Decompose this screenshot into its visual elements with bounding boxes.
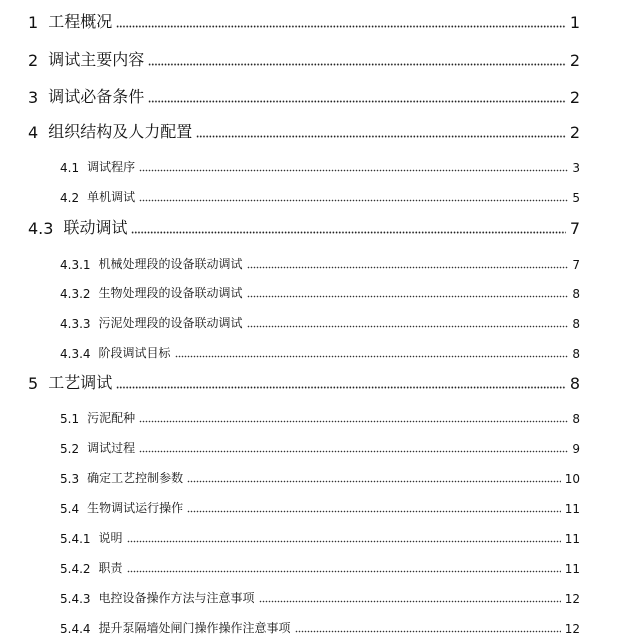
toc-entry-number: 5 (28, 374, 39, 393)
toc-entry-title: 调试必备条件 (48, 87, 145, 106)
toc-entry-number: 5.2 (60, 442, 80, 456)
toc-entry-page: 7 (572, 258, 580, 272)
toc-entry-number: 4.3.3 (60, 317, 91, 331)
toc-entry-title: 电控设备操作方法与注意事项 (98, 591, 255, 605)
toc-entry[interactable] (60, 469, 580, 486)
toc-entry-page: 2 (569, 123, 580, 142)
toc-entry-title: 联动调试 (63, 218, 128, 237)
toc-entry-page: 2 (569, 88, 580, 107)
toc-entry-number: 5.4 (60, 502, 80, 516)
toc-entry-page: 11 (564, 532, 580, 546)
toc-entry[interactable] (60, 314, 580, 331)
dot-leader (247, 295, 569, 298)
toc-entry-page: 9 (572, 442, 580, 456)
dot-leader (116, 25, 566, 28)
toc-entry[interactable] (60, 255, 580, 272)
toc-entry-number: 3 (28, 88, 39, 107)
toc-entry[interactable] (60, 188, 580, 205)
toc-entry[interactable] (60, 559, 580, 576)
toc-entry-title: 调试主要内容 (48, 50, 145, 69)
toc-entry-title: 阶段调试目标 (98, 346, 171, 360)
toc-entry[interactable] (28, 216, 580, 238)
toc-entry-page: 12 (564, 592, 580, 606)
toc-entry-page: 8 (569, 374, 580, 393)
toc-entry-number: 4.3 (28, 219, 54, 238)
toc-entry[interactable] (60, 409, 580, 426)
toc-entry-title: 工程概况 (48, 12, 113, 31)
toc-entry-page: 8 (572, 317, 580, 331)
dot-leader (187, 480, 561, 483)
dot-leader (139, 450, 568, 453)
dot-leader (139, 199, 568, 202)
toc-entry[interactable] (60, 589, 580, 606)
toc-entry-page: 8 (572, 287, 580, 301)
dot-leader (196, 135, 566, 138)
toc-entry-title: 机械处理段的设备联动调试 (98, 257, 243, 271)
toc-entry-page: 1 (569, 13, 580, 32)
dot-leader (148, 63, 566, 66)
toc-entry[interactable] (60, 529, 580, 546)
dot-leader (247, 266, 569, 269)
dot-leader (295, 630, 561, 633)
toc-entry-title: 确定工艺控制参数 (87, 471, 184, 485)
dot-leader (175, 355, 569, 358)
toc-entry-title: 调试过程 (87, 441, 136, 455)
toc-entry-number: 5.4.3 (60, 592, 91, 606)
toc-entry-title: 生物处理段的设备联动调试 (98, 286, 243, 300)
toc-entry-number: 5.1 (60, 412, 80, 426)
toc-entry-page: 3 (572, 161, 580, 175)
toc-entry-number: 5.4.4 (60, 622, 91, 636)
dot-leader (247, 325, 569, 328)
toc-entry-page: 10 (564, 472, 580, 486)
toc-entry[interactable] (60, 439, 580, 456)
toc-entry-page: 11 (564, 502, 580, 516)
toc-entry-title: 生物调试运行操作 (87, 501, 184, 515)
toc-entry[interactable] (28, 371, 580, 393)
dot-leader (127, 540, 561, 543)
dot-leader (259, 600, 561, 603)
toc-entry-number: 2 (28, 51, 39, 70)
toc-entry[interactable] (60, 499, 580, 516)
toc-entry-title: 说明 (98, 531, 123, 545)
toc-entry-number: 5.4.2 (60, 562, 91, 576)
toc-entry-number: 4.3.1 (60, 258, 91, 272)
toc-entry[interactable] (60, 344, 580, 361)
dot-leader (139, 420, 568, 423)
toc-entry[interactable] (28, 48, 580, 70)
toc-entry-title: 工艺调试 (48, 373, 113, 392)
toc-entry-number: 4.1 (60, 161, 80, 175)
dot-leader (187, 510, 561, 513)
dot-leader (131, 231, 565, 234)
toc-entry[interactable] (28, 120, 580, 142)
toc-entry-number: 4.3.2 (60, 287, 91, 301)
toc-entry-page: 2 (569, 51, 580, 70)
dot-leader (139, 169, 568, 172)
toc-entry-page: 7 (569, 219, 580, 238)
toc-entry-page: 5 (572, 191, 580, 205)
dot-leader (116, 386, 566, 389)
toc-entry-title: 单机调试 (87, 190, 136, 204)
toc-entry-number: 5.4.1 (60, 532, 91, 546)
toc-entry-page: 11 (564, 562, 580, 576)
dot-leader (127, 570, 561, 573)
toc-entry-number: 4.3.4 (60, 347, 91, 361)
dot-leader (148, 100, 566, 103)
toc-entry-title: 污泥配种 (87, 411, 136, 425)
toc-entry-page: 12 (564, 622, 580, 636)
toc-entry-title: 污泥处理段的设备联动调试 (98, 316, 243, 330)
toc-entry[interactable] (60, 284, 580, 301)
toc-entry-number: 4 (28, 123, 39, 142)
toc-entry-title: 调试程序 (87, 160, 136, 174)
toc-entry-title: 组织结构及人力配置 (48, 122, 193, 141)
toc-entry-number: 1 (28, 13, 39, 32)
toc-entry[interactable] (28, 85, 580, 107)
toc-entry-page: 8 (572, 347, 580, 361)
toc-entry-title: 提升泵隔墙处闸门操作操作注意事项 (98, 621, 291, 635)
toc-entry-number: 5.3 (60, 472, 80, 486)
toc-entry-title: 职责 (98, 561, 123, 575)
toc-entry[interactable] (60, 158, 580, 175)
toc-entry[interactable] (28, 10, 580, 32)
toc-entry-page: 8 (572, 412, 580, 426)
toc-entry[interactable] (60, 619, 580, 636)
toc-entry-number: 4.2 (60, 191, 80, 205)
